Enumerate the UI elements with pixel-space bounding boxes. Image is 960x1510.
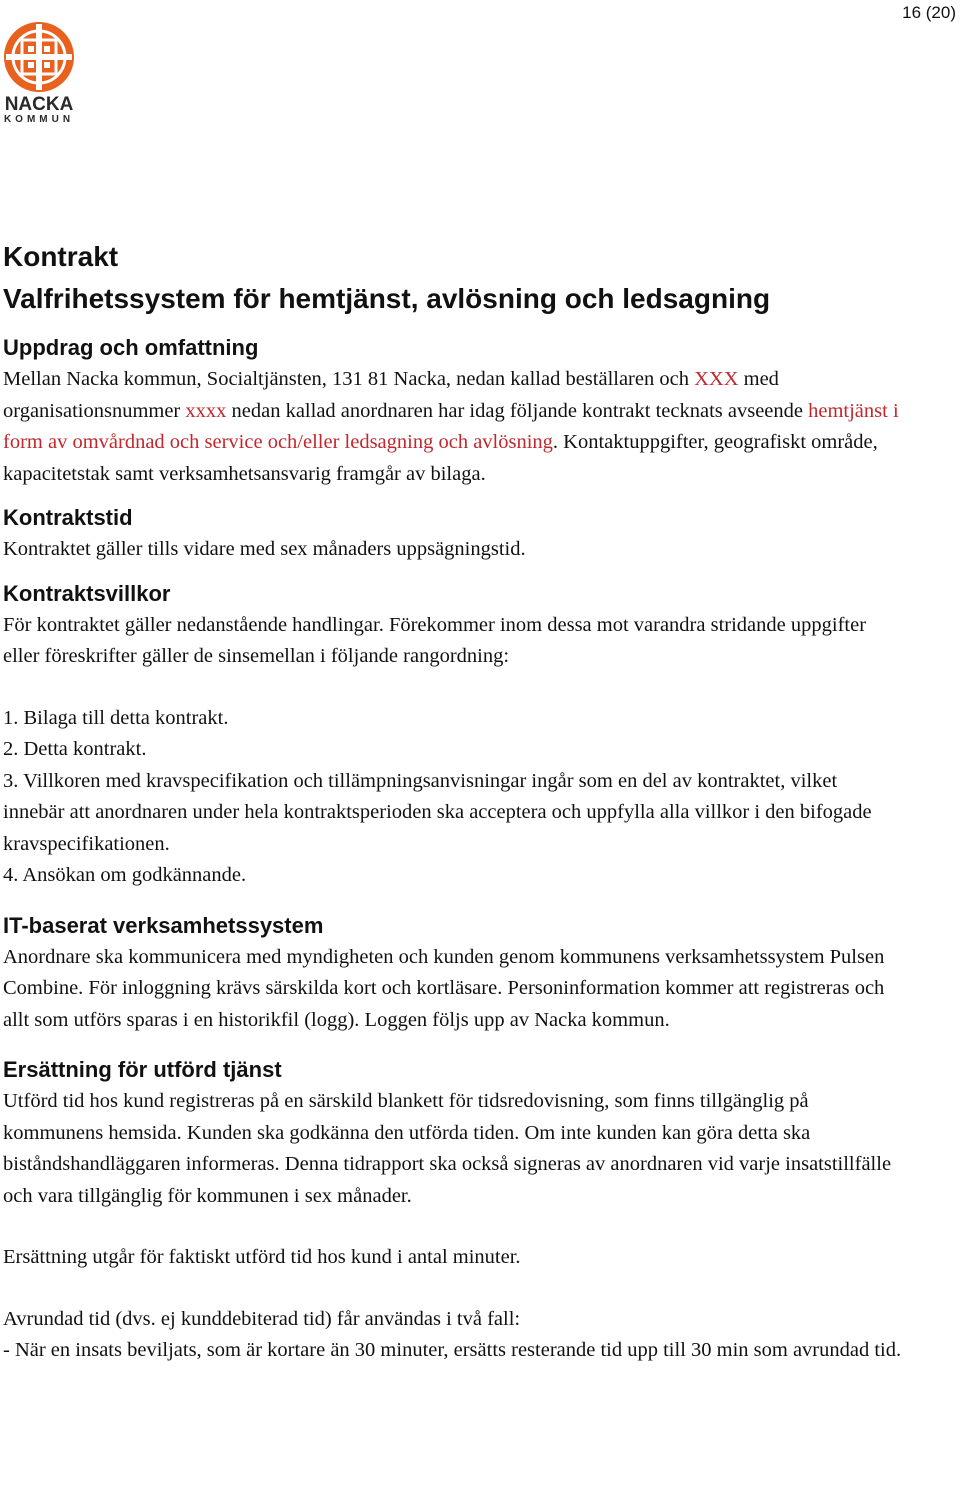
- document-subtitle: Valfrihetssystem för hemtjänst, avlösning och ledsagning: [3, 283, 771, 314]
- placeholder-company: XXX: [694, 368, 739, 390]
- uppdrag-text-4: . Kontaktuppgifter, geografiskt område, kapacitetstak samt verksamhetsansvarig framgår av bilaga.: [3, 431, 878, 485]
- list-item: 3. Villkoren med kravspecifikation och tillämpningsanvisningar ingår som en del av kontraktet, vilket innebär att anordnaren under hela kontraktsperioden ska acceptera och uppfylla alla villkor i den bifogade kravspecifikationen.: [3, 769, 872, 855]
- document-title: Kontrakt: [3, 241, 119, 272]
- page-number: 16 (20): [902, 3, 956, 22]
- nacka-kommun-logo: [2, 20, 76, 126]
- kontraktstid-paragraph: Kontraktet gäller tills vidare med sex månaders uppsägningstid.: [3, 538, 526, 560]
- heading-kontraktstid: Kontraktstid: [3, 505, 133, 530]
- ersattning-paragraph-1: Utförd tid hos kund registreras på en särskild blankett för tidsredovisning, som finns tillgänglig på kommunens hemsida. Kunden ska godkänna den utförda tiden. Om inte kunden kan göra detta ska biståndshandläggaren informeras. Denna tidrapport ska också signeras av anordnaren vid varje insatstillfälle och vara tillgänglig för kommunen i sex månader.: [3, 1090, 892, 1207]
- list-item: 4. Ansökan om godkännande.: [3, 864, 247, 886]
- uppdrag-text-3: nedan kallad anordnaren har idag följande kontrakt tecknats avseende: [226, 399, 809, 422]
- logo-subtitle: KOMMUN: [3, 114, 75, 125]
- heading-it-system: IT-baserat verksamhetssystem: [3, 912, 324, 938]
- document-body: [3, 236, 903, 1367]
- kontraktsvillkor-paragraph: För kontraktet gäller nedanstående handlingar. Förekommer inom dessa mot varandra stridande uppgifter eller föreskrifter gäller de sinsemellan i följande rangordning:: [3, 613, 867, 667]
- it-paragraph: Anordnare ska kommunicera med myndigheten och kunden genom kommunens verksamhetssystem Pulsen Combine. För inloggning krävs särskilda kort och kortläsare. Personinformation kommer att registreras och allt som utförs sparas i en historikfil (logg). Loggen följs upp av Nacka kommun.: [3, 945, 885, 1031]
- uppdrag-text-1: Mellan Nacka kommun, Socialtjänsten, 131 81 Nacka, nedan kallad beställaren och: [3, 368, 695, 390]
- heading-kontraktsvillkor: Kontraktsvillkor: [3, 580, 171, 606]
- placeholder-org-number: xxxx: [185, 399, 227, 422]
- list-item: 2. Detta kontrakt.: [3, 738, 147, 760]
- list-item: 1. Bilaga till detta kontrakt.: [3, 706, 229, 729]
- heading-uppdrag: Uppdrag och omfattning: [3, 335, 259, 360]
- uppdrag-text-2: med organisationsnummer: [3, 368, 779, 422]
- ersattning-paragraph-2: Ersättning utgår för faktiskt utförd tid hos kund i antal minuter.: [3, 1246, 521, 1268]
- heading-ersattning: Ersättning för utförd tjänst: [3, 1057, 282, 1082]
- uppdrag-paragraph: [3, 364, 903, 490]
- logo-name: NACKA: [4, 94, 74, 115]
- ersattning-paragraph-3: Avrundad tid (dvs. ej kunddebiterad tid) får användas i två fall:: [3, 1307, 521, 1330]
- ersattning-paragraph-4: - När en insats beviljats, som är kortare än 30 minuter, ersätts resterande tid upp till 30 min som avrundad tid.: [3, 1339, 902, 1361]
- nacka-kommun-emblem-icon: [2, 20, 76, 94]
- placeholder-service-type: hemtjänst i form av omvårdnad och service och/eller ledsagning och avlösning: [3, 399, 899, 453]
